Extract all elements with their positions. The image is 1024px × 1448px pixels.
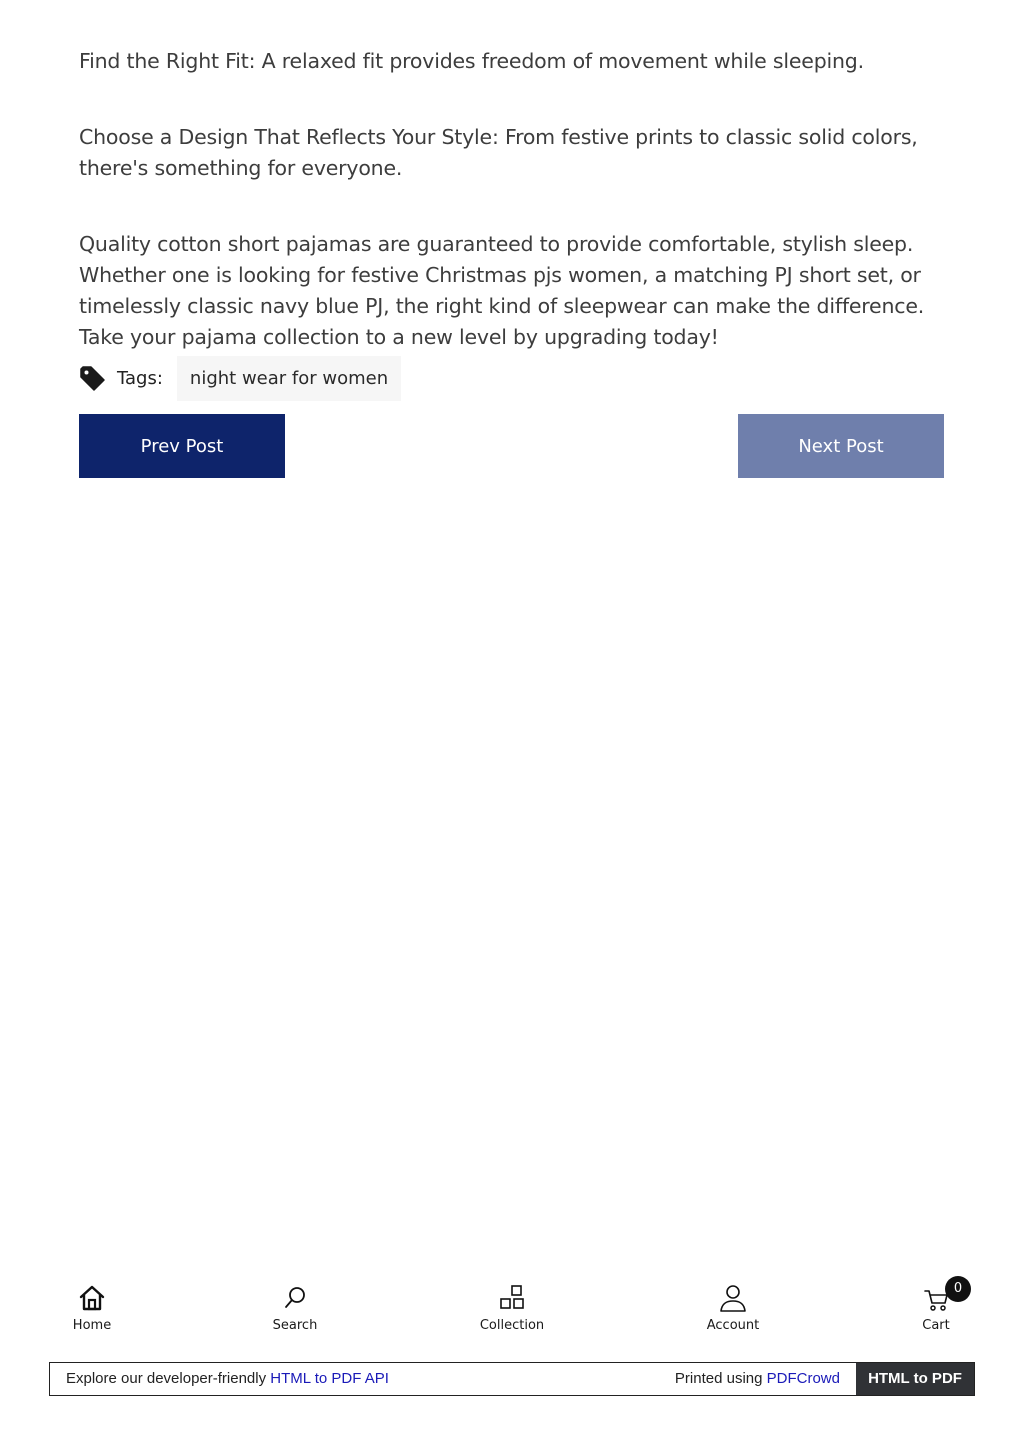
nav-item-account[interactable] — [678, 1278, 788, 1333]
nav-label-account: Account — [706, 1318, 760, 1333]
pdf-printed-label: Printed using — [674, 1370, 763, 1387]
html-to-pdf-api-link[interactable]: HTML to PDF API — [270, 1370, 389, 1387]
article-paragraph-summary: Quality cotton short pajamas are guaranteed to provide comfortable, stylish sleep. Whether one is looking for festive Christmas pjs women, a matching PJ short set, or timelessly classic navy blue PJ, the right kind of sleepwear can make the difference. Take your pajama collection to a new level by upgrading today! — [79, 232, 925, 349]
tags-row — [79, 356, 401, 401]
nav-label-search: Search — [272, 1318, 318, 1333]
bottom-navigation — [0, 1278, 1024, 1348]
tag-icon — [79, 365, 107, 393]
nav-label-home: Home — [72, 1318, 112, 1333]
nav-item-cart[interactable] — [881, 1278, 991, 1333]
next-post-button[interactable]: Next Post — [738, 414, 944, 478]
pdfcrowd-footer-bar — [49, 1362, 975, 1396]
tag-chip-night-wear[interactable]: night wear for women — [177, 356, 401, 401]
cart-count-badge: 0 — [945, 1276, 971, 1302]
nav-label-cart: Cart — [922, 1318, 950, 1333]
article-paragraph-fit: Find the Right Fit: A relaxed fit provides freedom of movement while sleeping. — [79, 49, 864, 73]
search-icon — [281, 1284, 309, 1312]
collection-icon — [498, 1284, 526, 1312]
tags-label: Tags: — [117, 368, 163, 389]
nav-item-collection[interactable] — [457, 1278, 567, 1333]
nav-item-search[interactable] — [240, 1278, 350, 1333]
article-body — [79, 46, 947, 353]
pdf-explore-label: Explore our developer-friendly — [66, 1370, 267, 1387]
html-to-pdf-button[interactable]: HTML to PDF — [856, 1363, 974, 1395]
article-paragraph-design: Choose a Design That Reflects Your Style: From festive prints to classic solid colors, there's something for everyone. — [79, 125, 918, 180]
pdf-printed-text — [675, 1363, 840, 1395]
nav-label-collection: Collection — [479, 1318, 545, 1333]
nav-item-home[interactable] — [37, 1278, 147, 1333]
pdf-explore-text — [66, 1363, 389, 1395]
account-icon — [719, 1284, 747, 1312]
home-icon — [78, 1284, 106, 1312]
prev-post-button[interactable]: Prev Post — [79, 414, 285, 478]
pdfcrowd-link[interactable]: PDFCrowd — [766, 1370, 840, 1387]
